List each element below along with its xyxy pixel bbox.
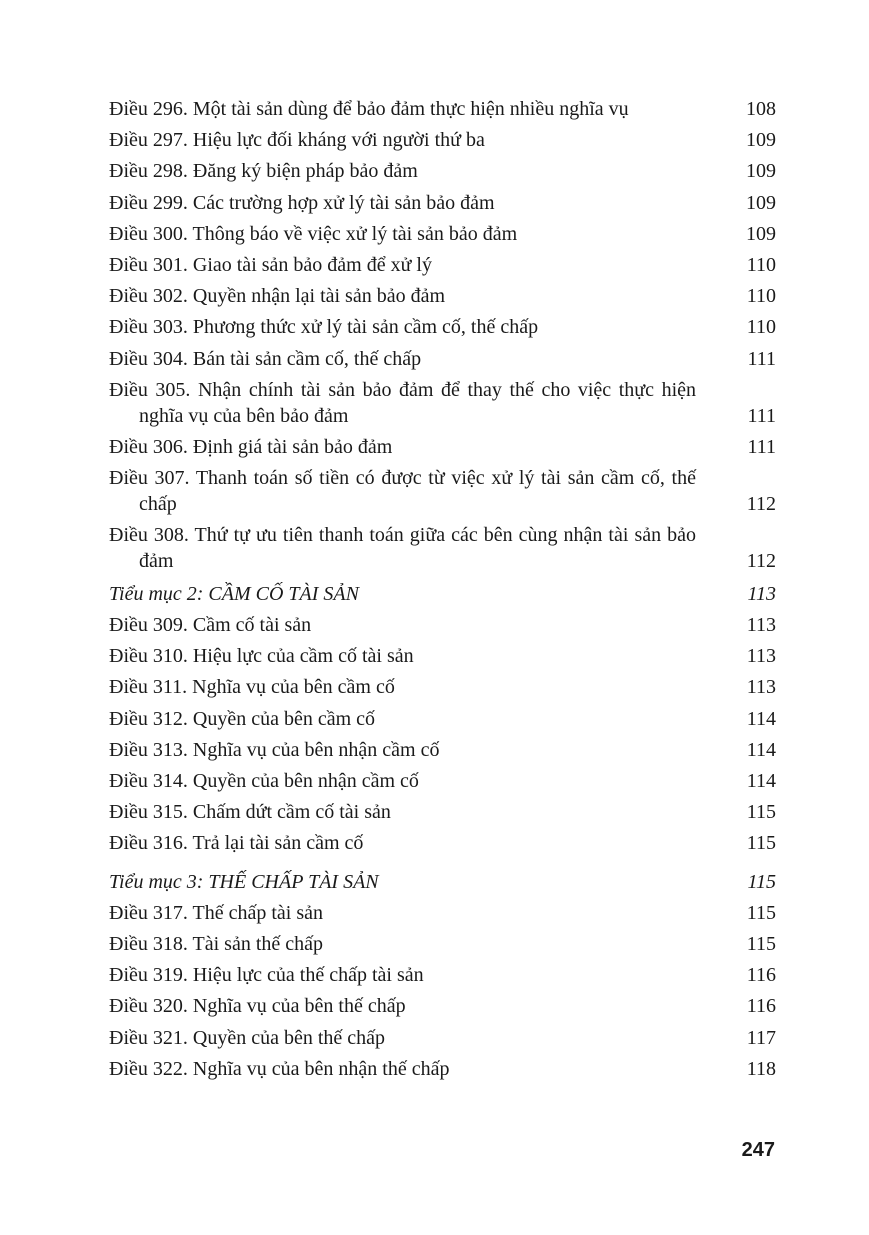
toc-entry (109, 434, 776, 465)
toc-entry (109, 314, 776, 345)
toc-entry (109, 962, 776, 993)
toc-entry-page: 109 (746, 129, 776, 152)
toc-entry-title: Điều 304. Bán tài sản cầm cố, thế chấp (109, 347, 422, 370)
toc-entry-title: Điều 317. Thế chấp tài sản (109, 901, 324, 924)
toc-entry-title: Điều 306. Định giá tài sản bảo đảm (109, 435, 393, 458)
toc-entry (109, 830, 776, 861)
toc-entry (109, 799, 776, 830)
toc-entry-page: 111 (747, 435, 776, 458)
toc-entry (109, 1025, 776, 1056)
toc-entry-page: 110 (746, 253, 776, 276)
toc-entry-title: Điều 310. Hiệu lực của cầm cố tài sản (109, 645, 414, 668)
toc-entry-title: Tiểu mục 3: THẾ CHẤP TÀI SẢN (109, 870, 379, 893)
toc-entry (109, 283, 776, 314)
toc-entry-page: 115 (746, 801, 776, 824)
toc-entry-title: Điều 303. Phương thức xử lý tài sản cầm cố, thế chấp (109, 316, 539, 339)
toc-entry (109, 900, 776, 931)
toc-entry (109, 706, 776, 737)
toc-entry-page: 115 (747, 870, 776, 893)
toc-entry-page: 113 (746, 676, 776, 699)
toc-entry (109, 612, 776, 643)
toc-entry (109, 190, 776, 221)
toc-entry-title: Điều 309. Cầm cố tài sản (109, 614, 312, 637)
toc-entry-title: Điều 300. Thông báo về việc xử lý tài sản bảo đảm (109, 222, 518, 245)
toc-entry-page: 112 (746, 549, 776, 572)
toc-entry-title: Điều 308. Thứ tự ưu tiên thanh toán giữa các bên cùng nhận tài sản bảo đảm (109, 523, 696, 572)
toc-entry-title: Điều 301. Giao tài sản bảo đảm để xử lý (109, 253, 432, 276)
toc-entry-page: 115 (746, 932, 776, 955)
toc-entry (109, 522, 776, 574)
toc-entry-title: Điều 296. Một tài sản dùng để bảo đảm thực hiện nhiều nghĩa vụ (109, 98, 629, 120)
toc-entry-page: 108 (746, 98, 776, 120)
toc-entry-title: Điều 297. Hiệu lực đối kháng với người thứ ba (109, 129, 485, 152)
table-of-contents (109, 96, 776, 1087)
toc-entry-title: Điều 318. Tài sản thế chấp (109, 932, 324, 955)
toc-entry-page: 115 (746, 832, 776, 855)
toc-entry-title: Điều 302. Quyền nhận lại tài sản bảo đảm (109, 285, 446, 308)
toc-entry-title: Tiểu mục 2: CẦM CỐ TÀI SẢN (109, 582, 359, 605)
toc-entry (109, 158, 776, 189)
toc-entry (109, 993, 776, 1024)
toc-entry (109, 643, 776, 674)
toc-entry (109, 96, 776, 127)
toc-entry-page: 114 (746, 707, 776, 730)
toc-entry (109, 931, 776, 962)
toc-entry-page: 116 (746, 964, 776, 987)
toc-entry-page: 110 (746, 316, 776, 339)
toc-entry (109, 127, 776, 158)
toc-entry-title: Điều 312. Quyền của bên cầm cố (109, 707, 376, 730)
toc-entry-title: Điều 307. Thanh toán số tiền có được từ việc xử lý tài sản cầm cố, thế chấp (109, 466, 696, 515)
toc-entry (109, 1056, 776, 1087)
toc-entry-page: 114 (746, 738, 776, 761)
toc-entry-title: Điều 299. Các trường hợp xử lý tài sản bảo đảm (109, 191, 495, 214)
toc-entry-title: Điều 313. Nghĩa vụ của bên nhận cầm cố (109, 738, 440, 761)
toc-entry-page: 110 (746, 285, 776, 308)
toc-entry-title: Điều 311. Nghĩa vụ của bên cầm cố (109, 676, 395, 699)
toc-entry-page: 115 (746, 901, 776, 924)
toc-entry-title: Điều 322. Nghĩa vụ của bên nhận thế chấp (109, 1057, 450, 1080)
toc-entry (109, 465, 776, 517)
toc-entry-page: 109 (746, 191, 776, 214)
toc-entry (109, 346, 776, 377)
toc-entry (109, 737, 776, 768)
toc-entry (109, 768, 776, 799)
toc-entry-page: 113 (746, 645, 776, 668)
toc-section-heading (109, 869, 776, 900)
toc-entry-page: 111 (747, 347, 776, 370)
toc-section-heading (109, 581, 776, 612)
toc-entry-title: Điều 315. Chấm dứt cầm cố tài sản (109, 801, 391, 824)
toc-entry-page: 114 (746, 770, 776, 792)
toc-entry (109, 252, 776, 283)
toc-entry-title: Điều 305. Nhận chính tài sản bảo đảm để thay thế cho việc thực hiện nghĩa vụ của bên bảo đảm (109, 378, 696, 427)
toc-entry-page: 112 (746, 492, 776, 515)
toc-entry-title: Điều 314. Quyền của bên nhận cầm cố (109, 770, 419, 792)
toc-entry-title: Điều 319. Hiệu lực của thế chấp tài sản (109, 964, 424, 987)
toc-entry-page: 111 (747, 404, 776, 427)
toc-entry-page: 109 (746, 222, 776, 245)
toc-entry-page: 117 (746, 1026, 776, 1049)
toc-entry-title: Điều 316. Trả lại tài sản cầm cố (109, 832, 364, 855)
toc-entry-title: Điều 298. Đăng ký biện pháp bảo đảm (109, 160, 418, 183)
toc-entry-title: Điều 321. Quyền của bên thế chấp (109, 1026, 386, 1049)
toc-entry-page: 116 (746, 995, 776, 1018)
toc-entry (109, 221, 776, 252)
toc-entry-page: 113 (747, 582, 776, 605)
toc-entry-page: 113 (746, 614, 776, 637)
toc-entry (109, 377, 776, 429)
page-number: 247 (741, 1139, 775, 1161)
toc-entry-page: 109 (746, 160, 776, 183)
toc-entry-page: 118 (746, 1057, 776, 1080)
toc-entry-title: Điều 320. Nghĩa vụ của bên thế chấp (109, 995, 406, 1018)
toc-entry (109, 674, 776, 705)
